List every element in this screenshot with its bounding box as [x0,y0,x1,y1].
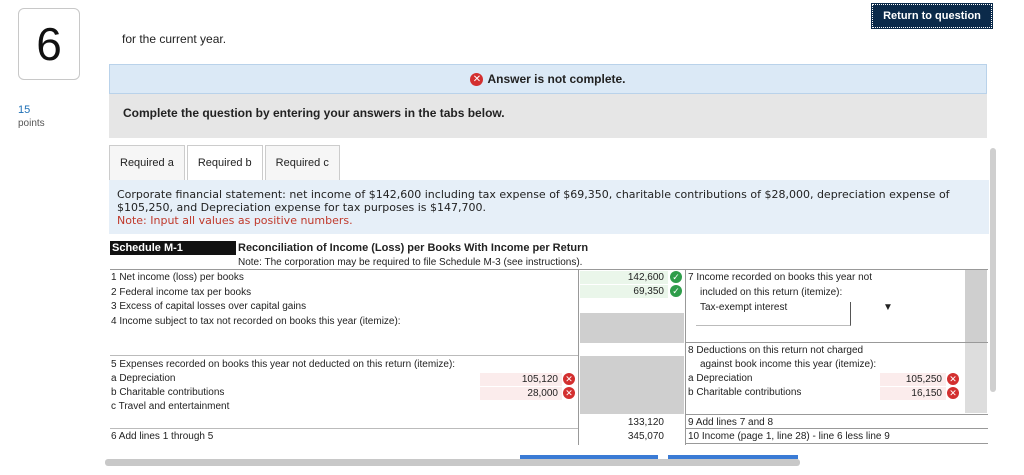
deduction-charitable-input[interactable]: 16,150 [880,387,946,400]
question-number: 6 [18,8,80,80]
x-icon: ✕ [563,387,575,399]
tab-required-c[interactable]: Required c [265,145,340,181]
line-10-total: 345,070 [627,431,664,442]
divider [110,355,578,356]
divider [686,342,988,343]
line-10-label: 10 Income (page 1, line 28) - line 6 less line 9 [688,431,890,442]
net-income-input[interactable]: 142,600 [580,271,668,284]
divider [686,443,988,444]
horizontal-scrollbar[interactable] [105,459,800,466]
line-8b-label: b Charitable contributions [688,387,802,398]
answer-status-banner [109,64,987,94]
tab-required-a[interactable]: Required a [109,145,185,181]
line-5-label: 5 Expenses recorded on books this year not deducted on this return (itemize): [111,359,456,370]
chevron-down-icon[interactable]: ▼ [883,302,893,313]
tab-required-b[interactable]: Required b [187,145,263,181]
charitable-5b-input[interactable]: 28,000 [480,387,562,400]
intro-text: for the current year. [122,32,227,46]
answer-status-text: Answer is not complete. [487,72,626,86]
disabled-cell [580,356,684,414]
line-8a-label: a Depreciation [688,373,753,384]
line-8-label: 8 Deductions on this return not charged [688,345,864,356]
x-icon: ✕ [947,373,959,385]
line-4-label: 4 Income subject to tax not recorded on books this year (itemize): [111,316,401,327]
line-5a-label: a Depreciation [111,373,176,384]
divider [685,269,686,445]
line-7-label-cont: included on this return (itemize): [700,287,843,298]
points-label: points [18,118,45,129]
disabled-cell [965,270,987,342]
divider [110,428,578,429]
schedule-label: Schedule M-1 [110,241,236,255]
instructions: Complete the question by entering your answers in the tabs below. [109,94,987,138]
points-display [18,104,45,130]
return-to-question-button[interactable]: Return to question [872,4,992,28]
federal-tax-input[interactable]: 69,350 [580,285,668,298]
line-1-label: 1 Net income (loss) per books [111,272,244,283]
disabled-cell [580,313,684,343]
x-icon: ✕ [563,373,575,385]
line-3-label: 3 Excess of capital losses over capital gains [111,301,307,312]
disabled-cell [965,343,987,413]
schedule-title: Reconciliation of Income (Loss) per Books With Income per Return [238,242,589,254]
tax-exempt-interest-label: Tax-exempt interest [700,302,788,313]
line-8-label-cont: against book income this year (itemize): [700,359,877,370]
depreciation-5a-input[interactable]: 105,120 [480,373,562,386]
divider [686,428,988,429]
check-icon: ✓ [670,271,682,283]
problem-panel [109,180,989,234]
line-6-label: 6 Add lines 1 through 5 [111,431,214,442]
points-value: 15 [18,104,31,116]
problem-description: Corporate financial statement: net income of $142,600 including tax expense of $69,350, charitable contributions of $28,000, depreciation expense of $105,250, and Depreciation expense for tax purposes is $147,700. [117,188,950,214]
divider [686,414,988,415]
problem-note: Note: Input all values as positive numbers. [117,214,353,227]
line-6-total: 133,120 [627,417,664,428]
line-5c-label: c Travel and entertainment [111,401,230,412]
check-icon: ✓ [670,285,682,297]
line-9-label: 9 Add lines 7 and 8 [688,417,774,428]
line-7-label: 7 Income recorded on books this year not [688,272,872,283]
divider [110,269,988,270]
x-icon: ✕ [947,387,959,399]
divider [578,269,579,445]
line-2-label: 2 Federal income tax per books [111,287,252,298]
tab-bar [109,145,342,181]
line-5b-label: b Charitable contributions [111,387,225,398]
x-circle-icon: ✕ [470,73,483,86]
schedule-note: Note: The corporation may be required to file Schedule M-3 (see instructions). [238,257,583,268]
deduction-depreciation-input[interactable]: 105,250 [880,373,946,386]
vertical-scrollbar[interactable] [990,148,996,392]
tax-exempt-interest-select[interactable] [696,302,851,326]
